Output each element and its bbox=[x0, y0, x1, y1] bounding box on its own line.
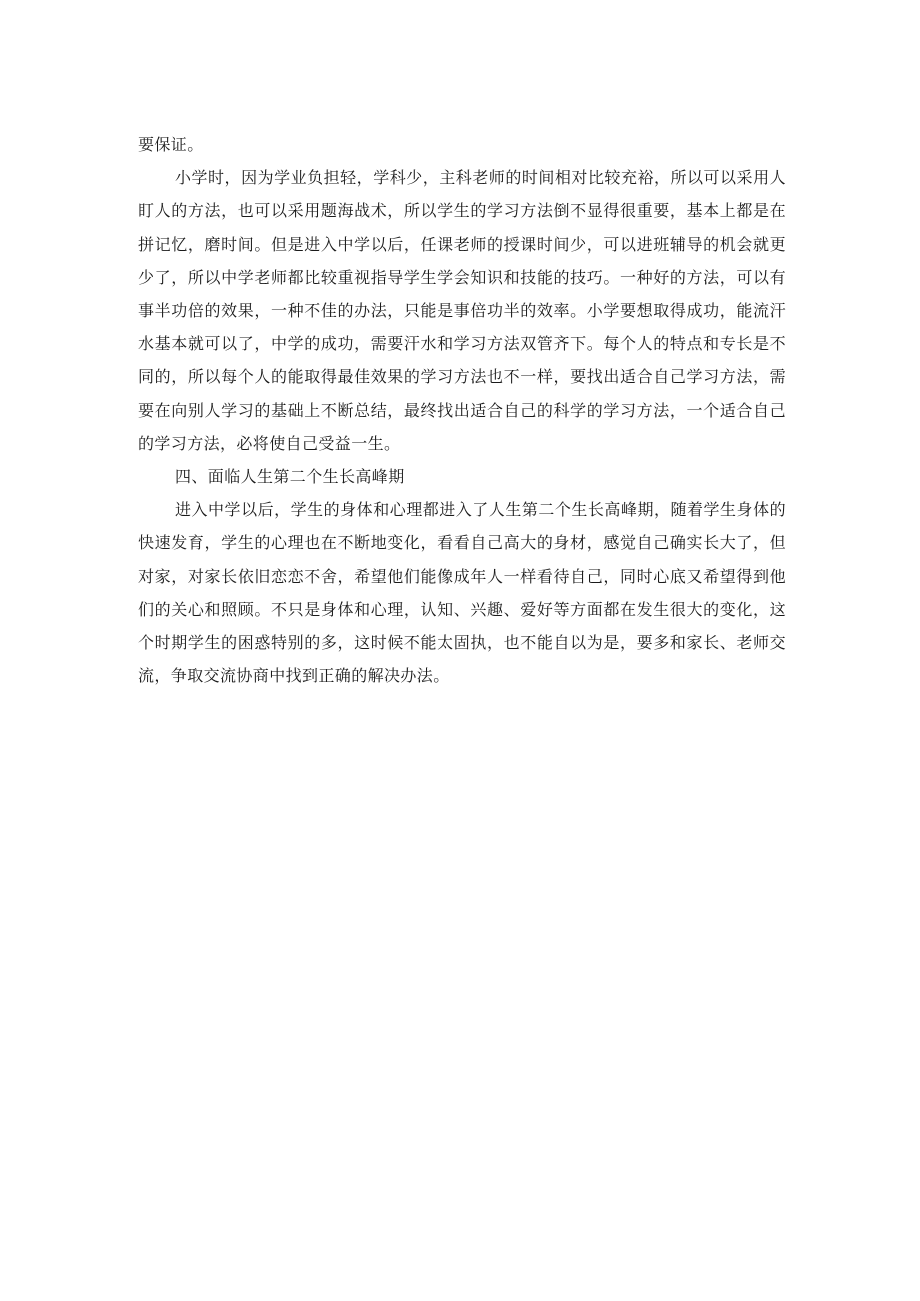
section-heading: 四、面临人生第二个生长高峰期 bbox=[175, 467, 405, 487]
document-body bbox=[138, 128, 786, 692]
paragraph-study-methods: 小学时，因为学业负担轻，学科少，主科老师的时间相对比较充裕，所以可以采用人盯人的方法，也可以采用题海战术，所以学生的学习方法倒不显得很重要，基本上都是在拼记忆，磨时间。但是进入中学以后，任课老师的授课时间少，可以进班辅导的机会就更少了，所以中学老师都比较重视指导学生学会知识和技能的技巧。一种好的方法，可以有事半功倍的效果，一种不佳的办法，只能是事倍功半的效率。小学要想取得成功，能流汗水基本就可以了，中学的成功，需要汗水和学习方法双管齐下。每个人的特点和专长是不同的，所以每个人的能取得最佳效果的学习方法也不一样，要找出适合自己学习方法，需要在向别人学习的基础上不断总结，最终找出适合自己的科学的学习方法，一个适合自己的学习方法，必将使自己受益一生。 bbox=[138, 168, 786, 453]
paragraph-growth-period: 进入中学以后，学生的身体和心理都进入了人生第二个生长高峰期，随着学生身体的快速发育，学生的心理也在不断地变化，看看自己高大的身材，感觉自己确实长大了，但对家，对家长依旧恋恋不舍，希望他们能像成年人一样看待自己，同时心底又希望得到他们的关心和照顾。不只是身体和心理，认知、兴趣、爱好等方面都在发生很大的变化，这个时期学生的困惑特别的多，这时候不能太固执，也不能自以为是，要多和家长、老师交流，争取交流协商中找到正确的解决办法。 bbox=[138, 500, 786, 686]
paragraph-continuation: 要保证。 bbox=[138, 135, 204, 154]
